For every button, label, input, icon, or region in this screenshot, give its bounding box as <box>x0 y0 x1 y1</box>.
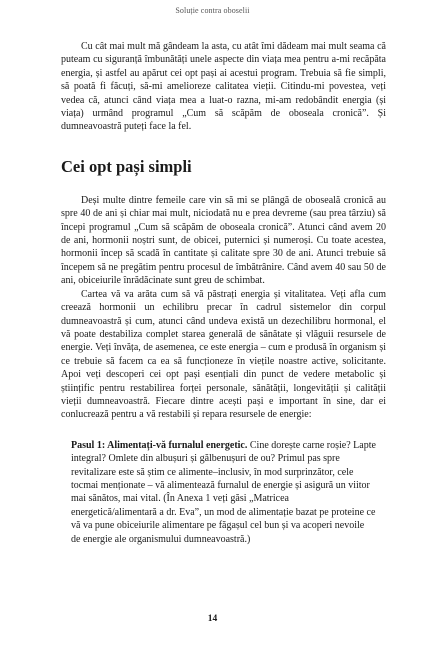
step-1-block <box>71 439 376 546</box>
section-title: Cei opt pași simpli <box>61 156 192 176</box>
running-header: Soluție contra oboselii <box>175 6 250 15</box>
intro-paragraph: Cu cât mai mult mă gândeam la asta, cu atât îmi dădeam mai mult seama că puteam cu siguranță îmbunătăți unele aspecte din viața mea pentru a-mi recăpăta energia, și astfel au apărut cei opt pași ai acestui program. Trebuia să fie simpli, să poată fi făcuți, să-mi amelioreze calitatea vieții. Citindu-mi povestea, veți vedea că, atunci când viața mea a luat-o razna, mi-am redobândit energia (și viața) urmând programul „Cum să scăpăm de oboseala cronică”. Și dumneavoastră puteți face la fel. <box>61 41 386 133</box>
section-paragraph-2: Cartea vă va arăta cum să vă păstrați energia și vitalitatea. Veți afla cum creează hormonii un echilibru precar în cadrul sistemelor din corpul dumneavoastră și cum, atunci când undeva există un dezechilibru hormonal, el vă poate destabiliza complet starea generală de sănătate și vlăguii resursele de energie. Veți învăța, de asemenea, ce este energia – cum e produsă în organism și ce trebuie să facem ca ea să funcționeze în viețile noastre active, solicitante. Apoi veți descoperi cei opt pași esențiali din punct de vedere metabolic și științific pentru restabilirea forței personale, sănătății, longevității și calității vieții dumneavoastră. Fiecare dintre acești pași e important în sine, dar ei conlucrează pentru a vă restabili și repara resursele de energie: <box>61 288 386 421</box>
step-1-title: Pasul 1: Alimentați-vă furnalul energetic. <box>71 439 248 451</box>
page-number: 14 <box>207 614 218 624</box>
step-1-text: Cine dorește carne roșie? Lapte integral? Omlete din albușuri și gălbenușuri de ou? Primul pas spre revitalizare este să știm ce alimente–inclusiv, în mod surprinzător, cele tocmai menționate – vă alimentează furnalul de energie și asigură un viitor mai sănătos, mai vital. (În Anexa 1 veți găsi „Matricea energetică/alimentară a dr. Eva”, un mod de alimentație bazat pe proteine ce vă va pune obiceiurile alimentare pe făgașul cel bun și va acoperi nevoile de energie ale organismului dumneavoastră.) <box>71 439 376 545</box>
page-body <box>61 40 386 546</box>
step-1-paragraph <box>71 439 376 546</box>
section-paragraph-1: Deși multe dintre femeile care vin să mi se plângă de oboseală cronică au spre 40 de ani și chiar mai mult, niciodată nu e prea devreme (sau prea târziu) să începi programul „Cum să scăpăm de oboseala cronică”. Atunci când avem 20 de ani, hormonii noștri sunt, de obicei, puternici și numeroși. Cu toate acestea, hormonii încep să scadă în cantitate și calitate spre 30 de ani. Atunci trebuie să începem să ne pregătim pentru procesul de îmbătrânire. Când avem 40 sau 50 de ani, obiceiurile înrădăcinate sunt greu de schimbat. <box>61 194 386 287</box>
